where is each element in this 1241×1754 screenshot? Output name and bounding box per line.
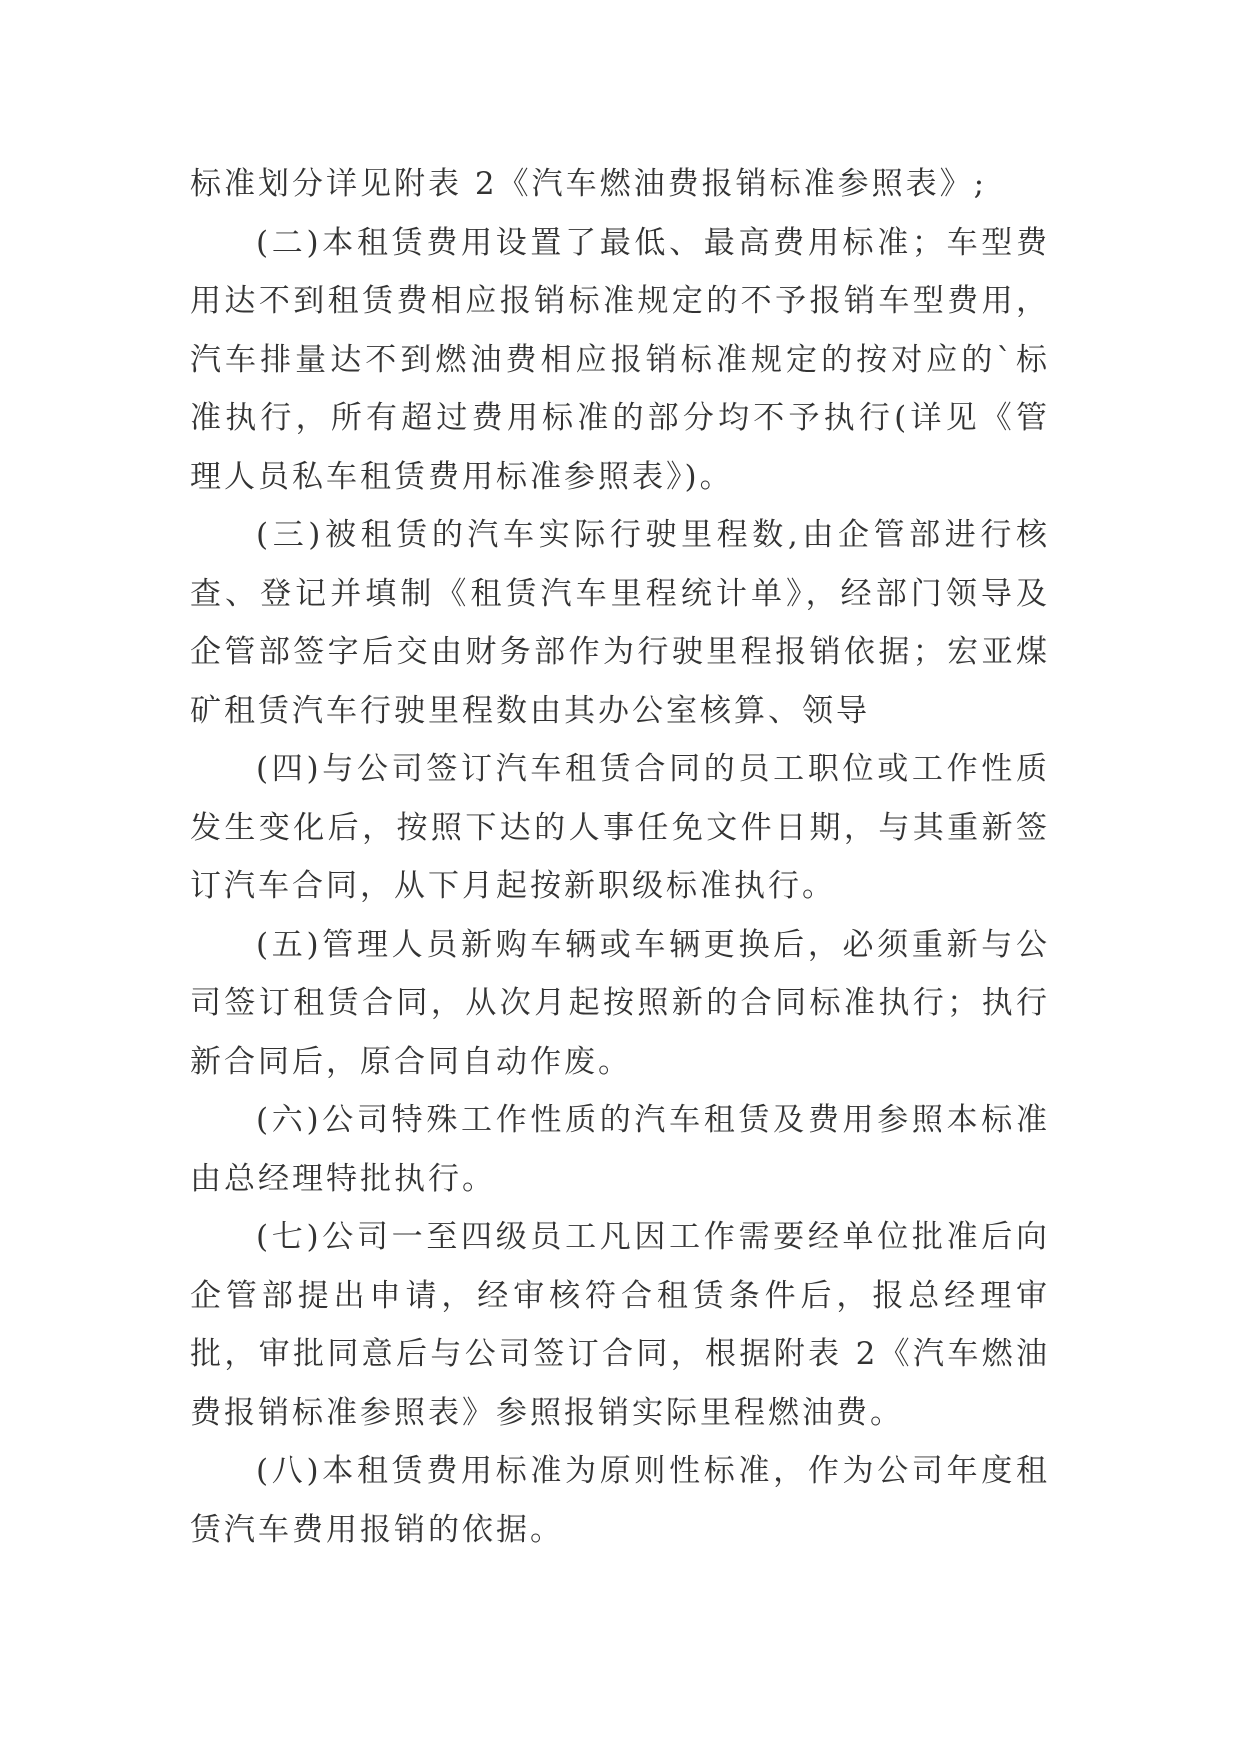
paragraph-item-6: (六)公司特殊工作性质的汽车租赁及费用参照本标准由总经理特批执行。: [190, 1102, 1050, 1197]
paragraph-item-7: (七)公司一至四级员工凡因工作需要经单位批准后向企管部提出申请，经审核符合租赁条件后，报总经理审批，审批同意后与公司签订合同，根据附表 2《汽车燃油费报销标准参照表》参照报销实际里程燃油费。: [190, 1219, 1050, 1431]
paragraph-item-4: (四)与公司签订汽车租赁合同的员工职位或工作性质发生变化后，按照下达的人事任免文件日期，与其重新签订汽车合同，从下月起按新职级标准执行。: [190, 751, 1050, 904]
paragraph-item-8: (八)本租赁费用标准为原则性标准，作为公司年度租赁汽车费用报销的依据。: [190, 1453, 1050, 1548]
document-body: [190, 155, 1050, 1559]
paragraph-continuation: 标准划分详见附表 2《汽车燃油费报销标准参照表》;: [190, 166, 988, 202]
paragraph-item-3: (三)被租赁的汽车实际行驶里程数,由企管部进行核查、登记并填制《租赁汽车里程统计单》，经部门领导及企管部签字后交由财务部作为行驶里程报销依据；宏亚煤矿租赁汽车行驶里程数由其办公室核算、领导: [190, 517, 1050, 729]
paragraph-item-5: (五)管理人员新购车辆或车辆更换后，必须重新与公司签订租赁合同，从次月起按照新的合同标准执行；执行新合同后，原合同自动作废。: [190, 926, 1050, 1080]
paragraph-item-2: (二)本租赁费用设置了最低、最高费用标准；车型费用达不到租赁费相应报销标准规定的不予报销车型费用，汽车排量达不到燃油费相应报销标准规定的按对应的`标准执行，所有超过费用标准的部分均不予执行(详见《管理人员私车租赁费用标准参照表》)。: [190, 224, 1050, 495]
